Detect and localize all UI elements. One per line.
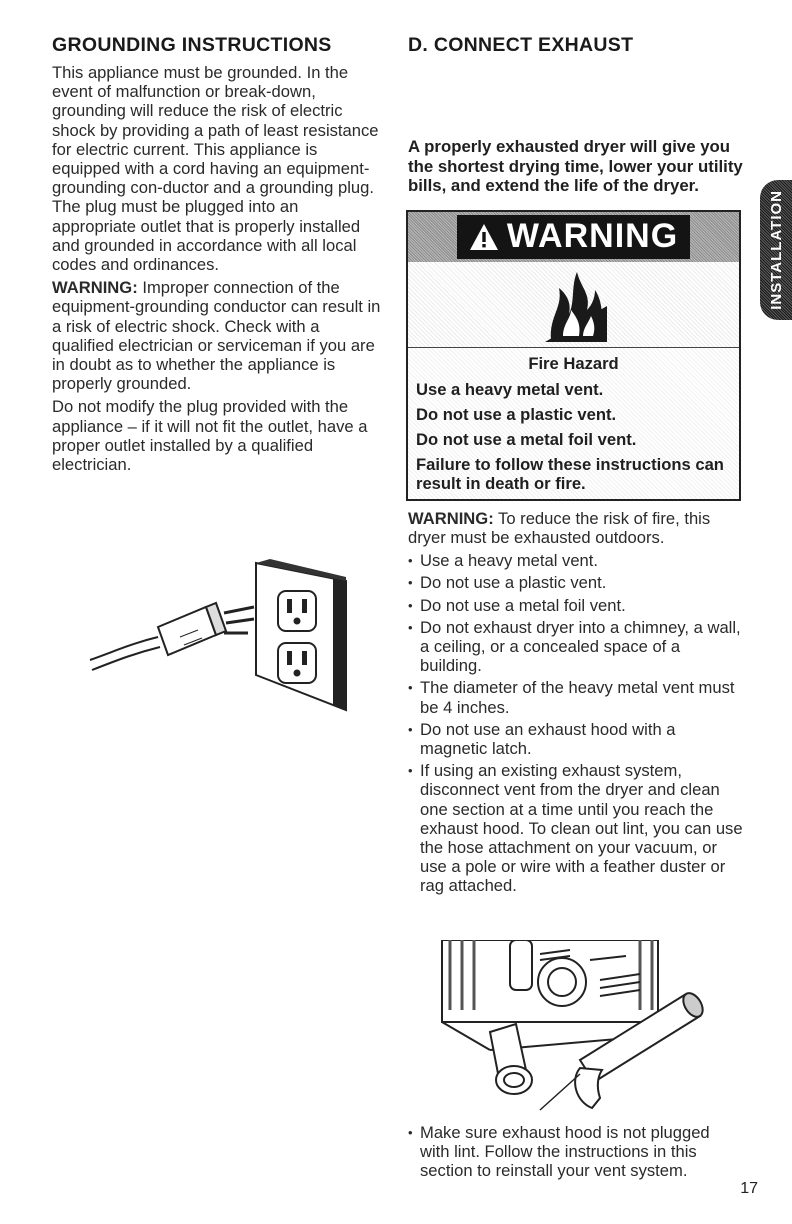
list-item: • Use a heavy metal vent. — [408, 551, 743, 570]
list-item: • If using an existing exhaust system, disconnect vent from the dryer and clean one section at a time until you reach the exhaust hood. To clean out lint, you can use the hose attachment on your vacuum, or use a pole or wire with a feather duster or rag attached. — [408, 761, 743, 895]
side-tab-label: INSTALLATION — [767, 190, 785, 310]
warning-title: WARNING — [506, 217, 679, 256]
grounding-warning-text: Improper connection of the equipment-grounding conductor can result in a risk of electric shock. Check with a qualified electrician or serviceman if you are in doubt as to whether the appliance is properly grounded. — [52, 278, 381, 394]
exhaust-bullet-list-continued — [408, 1123, 743, 1181]
last-bullet-wrap — [408, 1123, 743, 1184]
list-item: • Do not use a plastic vent. — [408, 573, 743, 592]
grounding-paragraph-3: Do not modify the plug provided with the appliance – if it will not fit the outlet, have a proper outlet installed by a qualified electrician. — [52, 397, 368, 475]
page-number: 17 — [740, 1180, 758, 1197]
exhaust-warning-text: To reduce the risk of fire, this dryer must be exhausted outdoors. — [408, 508, 711, 547]
warning-line-4: Failure to follow these instructions can result in death or fire. — [416, 454, 724, 493]
grounding-warning-label: WARNING: — [52, 278, 138, 298]
section-side-tab — [760, 180, 792, 320]
list-item: • The diameter of the heavy metal vent must be 4 inches. — [408, 678, 743, 716]
warning-line-1: Use a heavy metal vent. — [416, 379, 604, 399]
warning-triangle-icon — [469, 223, 499, 251]
warning-title-badge — [457, 215, 690, 259]
fire-hazard-icon — [541, 266, 611, 344]
list-item: • Do not use an exhaust hood with a magnetic latch. — [408, 720, 743, 758]
list-item: • Do not exhaust dryer into a chimney, a wall, a ceiling, or a concealed space of a building. — [408, 618, 743, 676]
grounding-heading: GROUNDING INSTRUCTIONS — [52, 34, 332, 56]
warning-header — [408, 212, 739, 262]
exhaust-warning-paragraph — [408, 509, 743, 547]
warning-line-3: Do not use a metal foil vent. — [416, 429, 637, 449]
fire-warning-box — [406, 210, 741, 501]
list-item: • Do not use a metal foil vent. — [408, 596, 743, 615]
hazard-name: Fire Hazard — [528, 353, 619, 373]
exhaust-heading: D. CONNECT EXHAUST — [408, 34, 634, 56]
fire-hazard-area — [408, 262, 739, 348]
list-item: • Make sure exhaust hood is not plugged with lint. Follow the instructions in this section to reinstall your vent system. — [408, 1123, 743, 1181]
grounding-plug-illustration — [88, 555, 348, 720]
grounding-paragraph-2 — [52, 278, 382, 393]
warning-line-2: Do not use a plastic vent. — [416, 404, 617, 424]
connect-exhaust-section — [408, 34, 743, 899]
exhaust-intro: A properly exhausted dryer will give you the shortest drying time, lower your utility bills, and extend the life of the dryer. — [408, 137, 743, 196]
grounding-paragraph-1: This appliance must be grounded. In the event of malfunction or break-down, grounding will reduce the risk of electric shock by providing a path of least resistance for electric current. This appliance is equipped with a cord having an equipment-grounding con-ductor and a grounding plug. The plug must be plugged into an appropriate outlet that is properly installed and grounded in accordance with all local codes and ordinances. — [52, 63, 379, 275]
exhaust-warning-label: WARNING: — [408, 508, 494, 528]
dryer-vent-cleaning-illustration — [430, 940, 720, 1120]
exhaust-bullet-list — [408, 551, 743, 895]
warning-text-area — [408, 348, 739, 499]
grounding-section — [52, 34, 382, 478]
